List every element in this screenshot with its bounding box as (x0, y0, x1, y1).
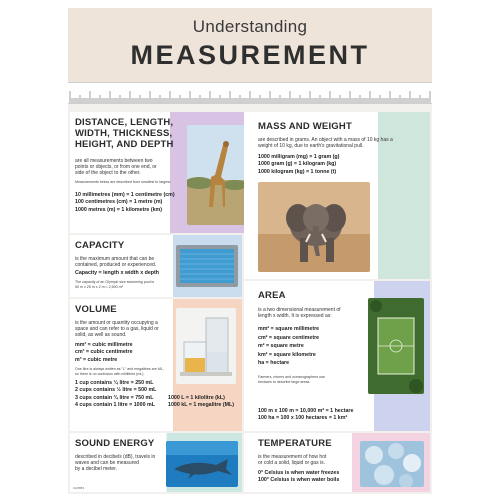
volume-note (75, 367, 185, 376)
sports-field-photo (368, 298, 424, 394)
temperature-body-line: is the measurement of how hot (258, 454, 327, 460)
volume-cup-line: 1 cup contains ¼ litre = 250 mL (75, 380, 154, 386)
volume-body-line: solid, as well as sound. (75, 332, 127, 339)
whale-photo (166, 441, 238, 487)
volume-body-line: is the amount or quantity occupying a (75, 320, 158, 326)
temperature-fact-line: 100° Celsius is when water boils (258, 477, 340, 484)
capacity-card (70, 235, 242, 297)
volume-note-line: so there is no confusion with millilitres (mL). (75, 371, 145, 376)
area-body (258, 307, 368, 319)
sound-body-line: waves and can be measured (75, 460, 139, 467)
capacity-body (75, 256, 175, 268)
area-unit-line: ha = hectare (258, 360, 290, 367)
elephant-photo (258, 182, 370, 272)
area-unit-line: km² = square kilometre (258, 351, 316, 358)
temperature-body (258, 454, 358, 466)
distance-body (75, 158, 185, 177)
volume-unit-line: m³ = cubic metre (75, 356, 118, 363)
area-body-line: is a two dimensional measurement of (258, 307, 341, 313)
sound-body-line: described in decibels (dB), travels in (75, 454, 156, 460)
volume-units (75, 342, 175, 364)
distance-heading-line-3: HEIGHT, AND DEPTH (75, 139, 174, 150)
area-heading: AREA (258, 290, 286, 301)
sound-card (70, 433, 242, 492)
volume-cup-line: 2 cups contains ½ litre = 500 mL (75, 387, 157, 394)
mass-conversions (258, 154, 423, 176)
volume-cup-line: 4 cups contain 1 litre = 1000 mL (75, 402, 155, 409)
mass-conversion-line: 1000 milligram (mg) = 1 gram (g) (258, 154, 340, 160)
mass-body-line: weight of 10 kg, due to earth's gravitational pull. (258, 143, 364, 150)
volume-litre-line: 1000 kL = 1 megalitre (ML) (168, 402, 234, 409)
distance-conversion-line: 10 millimetres (mm) = 1 centimetre (cm) (75, 192, 175, 198)
area-unit-line: cm² = square centimetre (258, 334, 320, 341)
ruler-ticks (68, 83, 432, 103)
temperature-fact-line: 0° Celsius is when water freezes (258, 470, 340, 476)
distance-heading-line-1: DISTANCE, LENGTH, (75, 117, 174, 128)
temperature-card (244, 433, 430, 492)
swimming-pool-photo (176, 245, 238, 287)
poster-header (68, 8, 432, 82)
area-unit-line: m² = square metre (258, 343, 304, 350)
beaker-photo (176, 308, 236, 384)
volume-body-line: space and can refer to a gas, liquid or (75, 326, 159, 333)
volume-body (75, 320, 175, 339)
poster-subtitle: Understanding (192, 17, 308, 36)
mass-conversion-line: 1000 kilogram (kg) = 1 tonne (t) (258, 168, 337, 175)
distance-body-line: points or objects, or from one end, or (75, 164, 157, 171)
ruler-graphic (68, 82, 432, 104)
product-code: CH5883 (73, 486, 85, 490)
area-note-line: hectares to describe large areas. (258, 379, 311, 384)
volume-note-line: One litre is always written as "L" and megalitres are ML, (75, 367, 164, 371)
capacity-heading: CAPACITY (75, 240, 125, 251)
area-conversion-line: 100 m x 100 m = 10,000 m² = 1 hectare (258, 408, 354, 414)
area-card (244, 281, 430, 431)
area-body-line: length x width. It is expressed as: (258, 313, 332, 320)
area-conversion-line: 100 ha = 100 x 100 hectares = 1 km² (258, 415, 348, 422)
temperature-facts (258, 470, 368, 485)
distance-body-line: side of the object to the other. (75, 170, 141, 177)
giraffe-photo (187, 125, 245, 225)
mass-body (258, 137, 423, 149)
mass-conversion-line: 1000 gram (g) = 1 kilogram (kg) (258, 161, 337, 168)
volume-cups (75, 380, 165, 410)
poster (68, 8, 432, 494)
capacity-note-line: 50 m x 25 m x 2 m = 2,500 m³ (75, 284, 123, 289)
mass-card-main (244, 112, 430, 279)
mass-heading: MASS AND WEIGHT (258, 121, 352, 132)
temperature-body-line: or cold a solid, liquid or gas is. (258, 460, 325, 467)
capacity-body-line: contained, produced or experienced. (75, 262, 157, 269)
distance-note: Measurements below are described from smallest to largest. (75, 180, 172, 184)
distance-body-line: are all measurements between two (75, 158, 153, 164)
area-note (258, 375, 368, 384)
capacity-formula: Capacity = length x width x depth (75, 270, 160, 276)
area-units (258, 325, 368, 368)
area-unit-line: mm² = square millimetre (258, 326, 320, 332)
volume-heading: VOLUME (75, 304, 117, 315)
volume-cup-line: 3 cups contain ¾ litre = 750 mL (75, 394, 154, 401)
capacity-note (75, 280, 175, 289)
volume-litre-line: 1000 L = 1 kilolitre (kL) (168, 395, 225, 401)
volume-litres (168, 395, 242, 410)
volume-unit-line: cm³ = cubic centimetre (75, 349, 133, 356)
volume-unit-line: mm³ = cubic millimetre (75, 342, 133, 348)
volume-card (70, 299, 242, 431)
sound-heading: SOUND ENERGY (75, 438, 155, 449)
capacity-body-line: is the maximum amount that can be (75, 256, 155, 262)
sound-body-line: by a decibel meter. (75, 466, 117, 473)
distance-conversion-line: 1000 metres (m) = 1 kilometre (km) (75, 206, 162, 213)
ice-photo (360, 441, 424, 487)
area-conversions (258, 408, 428, 423)
distance-heading-line-2: WIDTH, THICKNESS, (75, 128, 173, 139)
mass-body-line: are described in grams. An object with a mass of 10 kg has a (258, 137, 393, 143)
area-note-line: Farmers, miners and oceanographers use (258, 375, 325, 379)
distance-conversions (75, 192, 185, 214)
capacity-note-line: The capacity of an Olympic size swimming pool is (75, 280, 155, 284)
distance-conversion-line: 100 centimetres (cm) = 1 metre (m) (75, 199, 163, 206)
poster-title: MEASUREMENT (130, 40, 370, 70)
temperature-heading: TEMPERATURE (258, 438, 332, 449)
sound-body (75, 454, 167, 473)
